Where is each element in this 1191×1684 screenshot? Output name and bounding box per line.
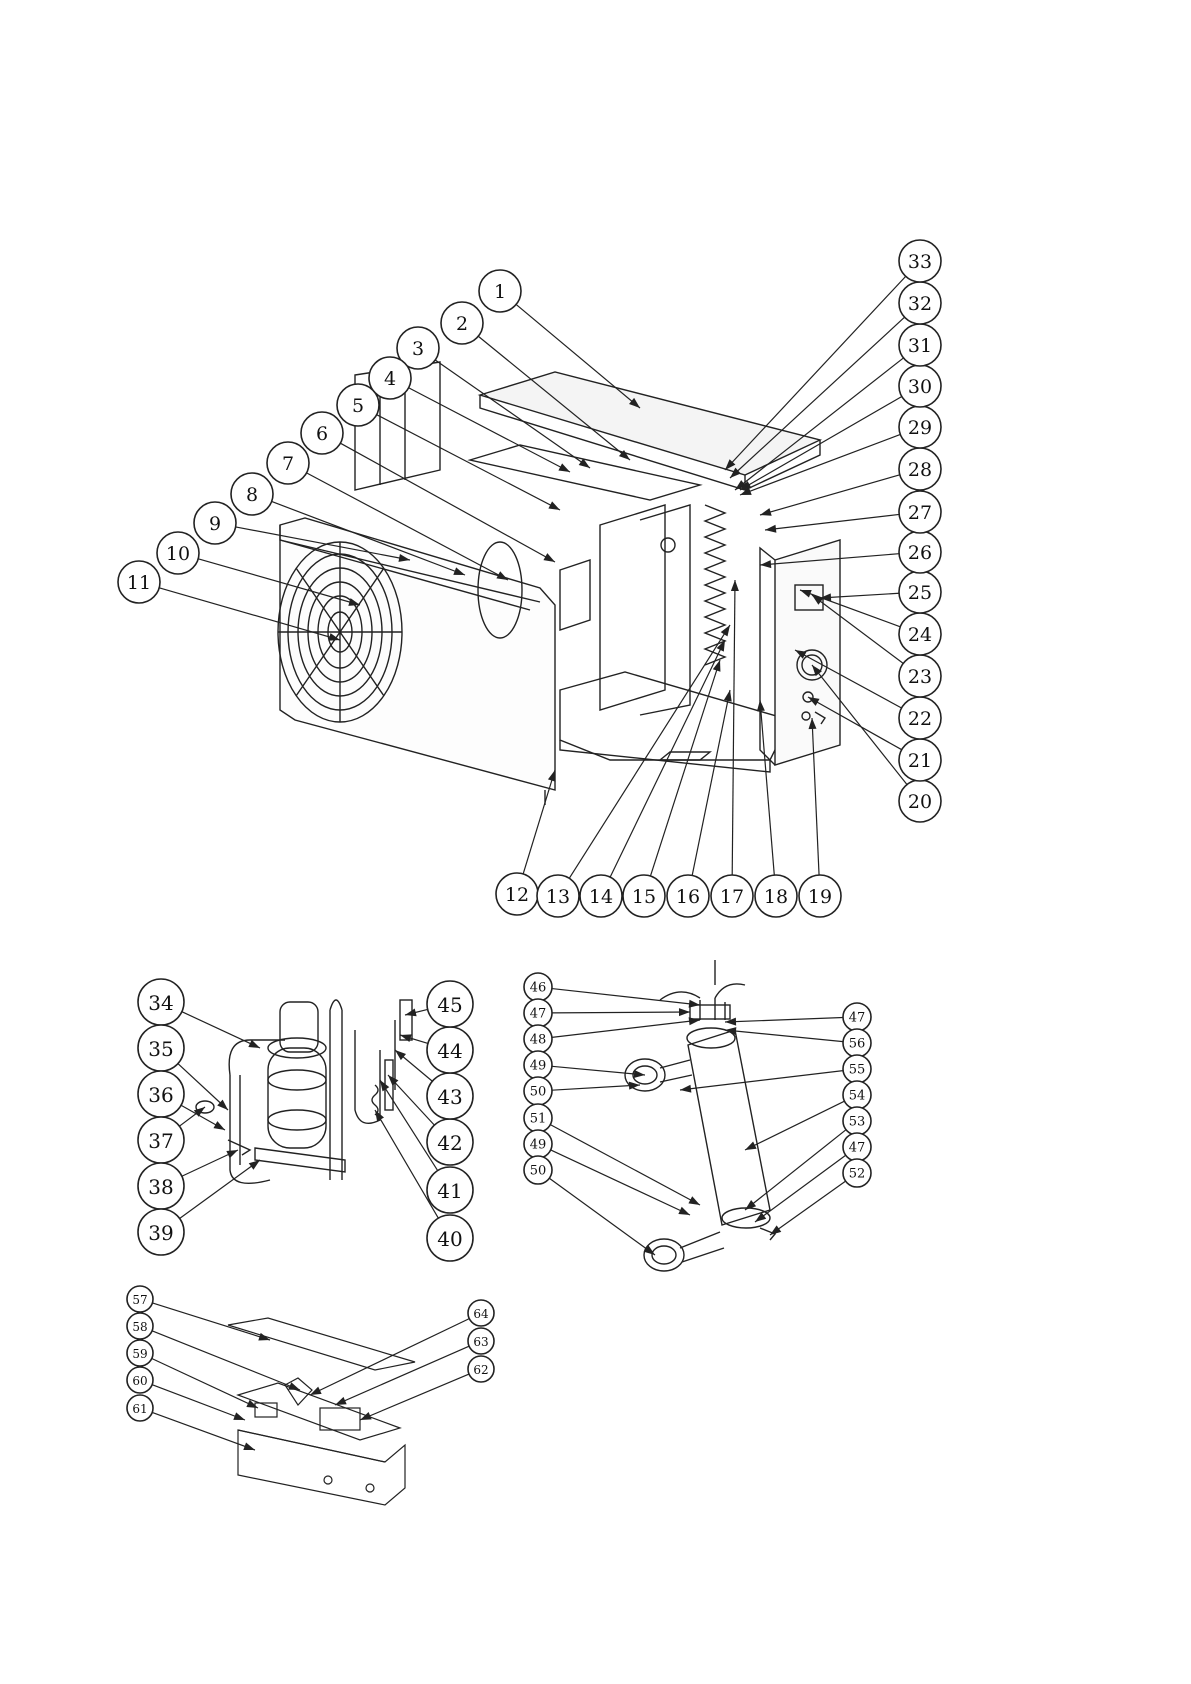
leader-line-59 <box>152 1358 258 1408</box>
callout-number-51: 51 <box>529 1111 547 1127</box>
callout-number-52: 52 <box>848 1166 866 1182</box>
callout-39 <box>138 1209 184 1255</box>
callout-34 <box>138 979 184 1025</box>
callout-15 <box>623 875 665 917</box>
callout-27 <box>899 491 941 533</box>
callout-49 <box>524 1051 552 1079</box>
callout-number-7: 7 <box>281 453 295 475</box>
discharge-tube <box>330 1000 342 1180</box>
callout-6 <box>301 412 343 454</box>
callout-43 <box>427 1073 473 1119</box>
valve <box>400 1000 412 1040</box>
callout-33 <box>899 240 941 282</box>
callout-50 <box>524 1156 552 1184</box>
callout-number-35: 35 <box>148 1037 174 1061</box>
leader-line-14 <box>610 640 725 877</box>
arrowhead-54 <box>745 1142 757 1150</box>
callout-number-53: 53 <box>848 1114 866 1130</box>
callout-12 <box>496 873 538 915</box>
callout-17 <box>711 875 753 917</box>
callout-50 <box>524 1077 552 1105</box>
callout-63 <box>468 1328 494 1354</box>
callout-number-54: 54 <box>848 1088 866 1104</box>
leader-line-55 <box>680 1071 843 1090</box>
arrowhead-63 <box>335 1397 347 1405</box>
callout-22 <box>899 697 941 739</box>
callout-number-47: 47 <box>529 1006 547 1022</box>
callout-18 <box>755 875 797 917</box>
fan-grille <box>278 542 402 722</box>
callout-60 <box>127 1367 153 1393</box>
leader-line-34 <box>182 1012 260 1048</box>
leader-line-18 <box>760 700 774 875</box>
callout-number-39: 39 <box>148 1221 174 1245</box>
callout-number-21: 21 <box>907 750 933 772</box>
callout-number-48: 48 <box>529 1032 547 1048</box>
arrowhead-38 <box>226 1150 238 1158</box>
callout-number-12: 12 <box>504 884 530 906</box>
callout-number-32: 32 <box>907 293 933 315</box>
callout-number-33: 33 <box>907 251 933 273</box>
callout-number-46: 46 <box>529 980 547 996</box>
arrowhead-58 <box>288 1382 300 1390</box>
callout-number-24: 24 <box>907 624 933 646</box>
arrowhead-18 <box>757 700 765 711</box>
arrowhead-59 <box>246 1400 258 1408</box>
callout-number-63: 63 <box>473 1335 489 1349</box>
arrowhead-36 <box>213 1121 225 1130</box>
box-cover <box>228 1318 415 1370</box>
side-panel <box>775 540 840 765</box>
callout-48 <box>524 1025 552 1053</box>
callout-25 <box>899 571 941 613</box>
arrowhead-37 <box>194 1107 205 1117</box>
arrowhead-62 <box>360 1412 372 1420</box>
callout-number-3: 3 <box>411 338 425 360</box>
callout-52 <box>843 1159 871 1187</box>
callout-number-18: 18 <box>763 886 789 908</box>
callout-54 <box>843 1081 871 1109</box>
callout-number-20: 20 <box>907 791 933 813</box>
leader-line-49 <box>551 1150 690 1215</box>
callout-55 <box>843 1055 871 1083</box>
leader-line-50 <box>549 1178 655 1255</box>
callout-number-5: 5 <box>351 395 365 417</box>
callout-number-17: 17 <box>719 886 745 908</box>
callout-number-38: 38 <box>148 1175 174 1199</box>
arrowhead-14 <box>717 640 725 652</box>
callout-number-47: 47 <box>848 1140 866 1156</box>
callout-number-16: 16 <box>675 886 701 908</box>
callout-9 <box>194 502 236 544</box>
callout-16 <box>667 875 709 917</box>
callout-31 <box>899 324 941 366</box>
arrowhead-5 <box>548 501 560 510</box>
condenser-coil <box>705 505 725 665</box>
callout-58 <box>127 1313 153 1339</box>
arrowhead-55 <box>680 1085 691 1093</box>
callout-number-55: 55 <box>848 1062 866 1078</box>
arrowhead-39 <box>249 1160 260 1170</box>
arrowhead-28 <box>760 508 772 516</box>
callout-26 <box>899 531 941 573</box>
callout-number-8: 8 <box>245 484 259 506</box>
callout-number-25: 25 <box>907 582 933 604</box>
arrowhead-49 <box>634 1070 645 1078</box>
callout-59 <box>127 1340 153 1366</box>
callout-number-34: 34 <box>148 991 174 1015</box>
arrowhead-34 <box>248 1040 260 1048</box>
leader-line-17 <box>732 580 735 875</box>
callout-38 <box>138 1163 184 1209</box>
leader-line-60 <box>152 1385 245 1420</box>
callout-number-22: 22 <box>907 708 933 730</box>
callout-number-50: 50 <box>529 1084 547 1100</box>
leader-line-46 <box>552 989 700 1005</box>
callout-13 <box>537 875 579 917</box>
callout-11 <box>118 561 160 603</box>
callout-number-61: 61 <box>132 1402 148 1416</box>
callout-number-49: 49 <box>529 1058 547 1074</box>
callout-47 <box>524 999 552 1027</box>
callout-number-10: 10 <box>165 543 191 565</box>
leader-line-51 <box>550 1125 700 1205</box>
exchanger-shell <box>688 1030 770 1225</box>
callout-number-37: 37 <box>148 1129 174 1153</box>
callout-5 <box>337 384 379 426</box>
arrowhead-6 <box>543 553 555 562</box>
callout-56 <box>843 1029 871 1057</box>
callout-number-59: 59 <box>132 1347 148 1361</box>
water-outlet <box>644 1239 684 1271</box>
leader-line-50 <box>552 1085 640 1090</box>
callout-number-56: 56 <box>848 1036 866 1052</box>
callout-number-36: 36 <box>148 1083 174 1107</box>
callout-number-45: 45 <box>437 993 463 1017</box>
leader-line-52 <box>770 1181 846 1235</box>
callout-number-41: 41 <box>437 1179 463 1203</box>
leader-line-53 <box>745 1130 846 1210</box>
callout-49 <box>524 1130 552 1158</box>
arrowhead-26 <box>760 560 771 568</box>
refrigerant-pipes <box>660 984 745 1000</box>
callout-32 <box>899 282 941 324</box>
callout-21 <box>899 739 941 781</box>
callout-42 <box>427 1119 473 1165</box>
callout-number-11: 11 <box>126 572 152 594</box>
main-unit-drawing <box>278 362 840 805</box>
arrowhead-43 <box>395 1050 406 1060</box>
callout-7 <box>267 442 309 484</box>
compressor-assembly-drawing <box>196 1000 412 1183</box>
arrowhead-51 <box>688 1196 700 1205</box>
callout-number-15: 15 <box>631 886 657 908</box>
callout-19 <box>799 875 841 917</box>
callout-number-1: 1 <box>493 281 507 303</box>
leader-line-48 <box>552 1020 700 1037</box>
callout-number-60: 60 <box>132 1374 148 1388</box>
top-strip <box>470 445 700 500</box>
callout-number-2: 2 <box>455 313 469 335</box>
arrowhead-45 <box>405 1009 417 1017</box>
callout-number-26: 26 <box>907 542 933 564</box>
arrowhead-4 <box>558 463 570 472</box>
arrowhead-60 <box>233 1412 245 1420</box>
callout-30 <box>899 365 941 407</box>
leader-line-16 <box>692 690 730 875</box>
arrowhead-17 <box>731 580 739 591</box>
callout-51 <box>524 1104 552 1132</box>
callout-35 <box>138 1025 184 1071</box>
callout-29 <box>899 406 941 448</box>
callout-number-19: 19 <box>807 886 833 908</box>
callout-61 <box>127 1395 153 1421</box>
callout-number-14: 14 <box>588 886 614 908</box>
leader-line-15 <box>650 660 720 876</box>
arrowhead-46 <box>689 1000 700 1008</box>
leader-line-56 <box>725 1030 843 1042</box>
callout-number-50: 50 <box>529 1163 547 1179</box>
callout-number-13: 13 <box>545 886 571 908</box>
leader-line-47 <box>725 1018 843 1022</box>
callout-45 <box>427 981 473 1027</box>
callout-44 <box>427 1027 473 1073</box>
callout-number-44: 44 <box>437 1039 463 1063</box>
callout-number-49: 49 <box>529 1137 547 1153</box>
arrowhead-27 <box>765 525 776 533</box>
partition-panel <box>600 505 665 710</box>
leader-line-47 <box>552 1012 690 1013</box>
callout-20 <box>899 780 941 822</box>
callout-number-42: 42 <box>437 1131 463 1155</box>
arrowhead-44 <box>400 1034 412 1042</box>
leader-line-62 <box>360 1374 469 1420</box>
callout-57 <box>127 1286 153 1312</box>
callout-64 <box>468 1300 494 1326</box>
callout-number-62: 62 <box>473 1363 489 1377</box>
callout-number-57: 57 <box>132 1293 148 1307</box>
fan-motor <box>560 560 590 630</box>
leader-line-40 <box>375 1110 438 1218</box>
callout-number-27: 27 <box>907 502 933 524</box>
callout-40 <box>427 1215 473 1261</box>
leader-line-57 <box>152 1303 270 1340</box>
leader-line-5 <box>377 415 560 510</box>
callout-46 <box>524 973 552 1001</box>
heat-exchanger-drawing <box>625 960 775 1271</box>
callout-53 <box>843 1107 871 1135</box>
callout-number-6: 6 <box>315 423 329 445</box>
callout-number-23: 23 <box>907 666 933 688</box>
callout-number-30: 30 <box>907 376 933 398</box>
callout-number-29: 29 <box>907 417 933 439</box>
base-pan <box>560 672 790 760</box>
callout-28 <box>899 448 941 490</box>
callout-number-4: 4 <box>383 368 397 390</box>
callout-8 <box>231 473 273 515</box>
arrowhead-16 <box>724 690 732 702</box>
callout-41 <box>427 1167 473 1213</box>
box-housing <box>238 1430 405 1505</box>
accumulator <box>280 1002 318 1052</box>
callout-number-43: 43 <box>437 1085 463 1109</box>
arrowhead-49 <box>678 1207 690 1215</box>
callout-number-58: 58 <box>132 1320 148 1334</box>
callout-47 <box>843 1133 871 1161</box>
leader-line-27 <box>765 514 899 530</box>
callout-number-64: 64 <box>473 1307 489 1321</box>
callout-62 <box>468 1356 494 1382</box>
callout-37 <box>138 1117 184 1163</box>
arrowhead-57 <box>258 1333 270 1341</box>
callout-10 <box>157 532 199 574</box>
leader-line-32 <box>730 317 905 478</box>
compressor-body <box>268 1048 326 1148</box>
arrowhead-61 <box>243 1442 255 1450</box>
top-fittings <box>690 1005 730 1019</box>
callout-number-9: 9 <box>208 513 222 535</box>
callout-number-28: 28 <box>907 459 933 481</box>
callout-36 <box>138 1071 184 1117</box>
leader-line-39 <box>180 1160 260 1218</box>
electrical-box-drawing <box>228 1318 415 1505</box>
callout-number-31: 31 <box>907 335 933 357</box>
transformer <box>285 1378 312 1405</box>
arrowhead-47 <box>679 1008 690 1016</box>
callout-14 <box>580 875 622 917</box>
leader-line-63 <box>335 1346 469 1405</box>
callout-47 <box>843 1003 871 1031</box>
leader-line-49 <box>552 1066 645 1075</box>
base-plate <box>255 1148 345 1172</box>
callout-number-40: 40 <box>437 1227 463 1251</box>
callout-2 <box>441 302 483 344</box>
callout-23 <box>899 655 941 697</box>
callout-24 <box>899 613 941 655</box>
callout-1 <box>479 270 521 312</box>
leader-line-28 <box>760 475 900 515</box>
callout-number-47: 47 <box>848 1010 866 1026</box>
